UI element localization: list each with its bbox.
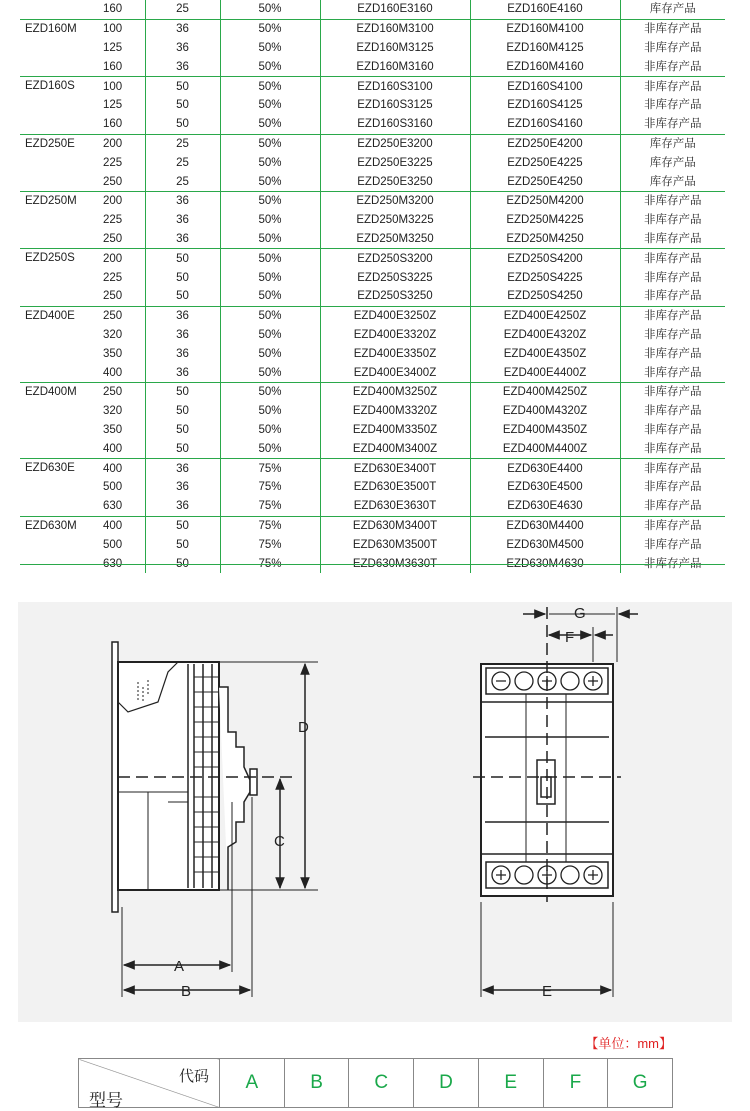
code-4p-cell: EZD400M4350Z: [470, 421, 620, 440]
model-label: EZD250E: [25, 137, 75, 150]
code-4p-cell: EZD160S4125: [470, 96, 620, 115]
stock-status-cell: 非库存产品: [644, 538, 702, 551]
dimension-table-corner: [79, 1059, 220, 1108]
breaking-capacity-cell: 36: [145, 306, 220, 325]
ics-ratio-cell: 50%: [220, 402, 320, 421]
model-cell: [20, 249, 95, 306]
stock-status-cell: 非库存产品: [644, 60, 702, 73]
rated-current-cell: 225: [95, 268, 145, 287]
rated-current-cell: 250: [95, 287, 145, 306]
rated-current-cell: 100: [95, 19, 145, 38]
ics-ratio-cell: 50%: [220, 306, 320, 325]
breaking-capacity-cell: 50: [145, 115, 220, 134]
breaking-capacity-cell: 36: [145, 459, 220, 478]
stock-status-cell: 非库存产品: [620, 306, 725, 325]
breaking-capacity-cell: 25: [145, 172, 220, 191]
breaking-capacity-cell: 50: [145, 402, 220, 421]
rated-current-cell: 400: [95, 516, 145, 535]
stock-status-cell: 非库存产品: [644, 99, 702, 112]
code-3p-cell: EZD400M3350Z: [320, 421, 470, 440]
code-3p-cell: EZD160S3160: [320, 115, 470, 134]
code-4p-cell: EZD250E4225: [470, 153, 620, 172]
stock-status-cell: 库存产品: [649, 156, 696, 169]
table-row: [20, 153, 725, 172]
model-cell: [20, 19, 95, 76]
model-label: EZD630E: [25, 462, 75, 475]
stock-status-cell: 非库存产品: [644, 41, 702, 54]
stock-status-cell: 非库存产品: [644, 423, 702, 436]
rated-current-cell: 125: [95, 39, 145, 58]
rated-current-cell: 160: [95, 0, 145, 19]
table-row: [20, 57, 725, 76]
rated-current-cell: 225: [95, 153, 145, 172]
dimension-table: [78, 1058, 673, 1108]
rated-current-cell: 200: [95, 191, 145, 210]
header-code-label: 代码: [178, 1068, 209, 1085]
stock-status-cell: 库存产品: [620, 134, 725, 153]
col-c: C: [349, 1059, 414, 1108]
breaking-capacity-cell: 36: [145, 39, 220, 58]
rated-current-cell: 225: [95, 211, 145, 230]
table-row: [20, 439, 725, 458]
stock-status-cell: 非库存产品: [644, 442, 702, 455]
stock-status-cell: 非库存产品: [644, 328, 702, 341]
ics-ratio-cell: 50%: [220, 249, 320, 268]
stock-status-cell: 非库存产品: [620, 191, 725, 210]
breaking-capacity-cell: 36: [145, 326, 220, 345]
table-row: [20, 535, 725, 554]
spec-table-container: [20, 0, 725, 573]
ics-ratio-cell: 50%: [220, 326, 320, 345]
code-4p-cell: EZD160S4100: [470, 77, 620, 96]
breaking-capacity-cell: 36: [145, 211, 220, 230]
model-label: EZD160M: [25, 22, 77, 35]
code-3p-cell: EZD400E3320Z: [320, 326, 470, 345]
rated-current-cell: 400: [95, 459, 145, 478]
rated-current-cell: 250: [95, 382, 145, 401]
code-4p-cell: EZD400E4250Z: [470, 306, 620, 325]
stock-status-cell: 非库存产品: [620, 249, 725, 268]
table-row: [20, 459, 725, 478]
model-label: EZD250S: [25, 252, 75, 265]
table-row: [20, 77, 725, 96]
ics-ratio-cell: 75%: [220, 478, 320, 497]
ics-ratio-cell: 50%: [220, 421, 320, 440]
code-3p-cell: EZD160S3100: [320, 77, 470, 96]
table-row: [20, 211, 725, 230]
code-4p-cell: EZD400E4320Z: [470, 326, 620, 345]
breaking-capacity-cell: 50: [145, 535, 220, 554]
model-cell: [20, 382, 95, 458]
ics-ratio-cell: 75%: [220, 516, 320, 535]
stock-status-cell: 非库存产品: [620, 459, 725, 478]
table-row: [20, 326, 725, 345]
model-cell: [20, 134, 95, 191]
code-3p-cell: EZD630E3500T: [320, 478, 470, 497]
rated-current-cell: 125: [95, 96, 145, 115]
code-4p-cell: EZD250S4250: [470, 287, 620, 306]
stock-status-cell: 非库存产品: [620, 77, 725, 96]
stock-status-cell: 非库存产品: [644, 500, 702, 513]
stock-status-cell: 非库存产品: [644, 481, 702, 494]
ics-ratio-cell: 50%: [220, 39, 320, 58]
code-3p-cell: EZD250M3250: [320, 230, 470, 249]
code-3p-cell: EZD250M3225: [320, 211, 470, 230]
rated-current-cell: 500: [95, 478, 145, 497]
ics-ratio-cell: 75%: [220, 459, 320, 478]
dim-label-d: D: [298, 719, 309, 736]
code-3p-cell: EZD630E3630T: [320, 497, 470, 516]
breaking-capacity-cell: 36: [145, 57, 220, 76]
col-f: F: [543, 1059, 608, 1108]
table-row: [20, 363, 725, 382]
code-4p-cell: EZD250E4250: [470, 172, 620, 191]
col-e: E: [478, 1059, 543, 1108]
code-4p-cell: EZD630E4500: [470, 478, 620, 497]
table-row: [20, 249, 725, 268]
breaking-capacity-cell: 36: [145, 497, 220, 516]
code-4p-cell: EZD630M4630: [470, 554, 620, 573]
model-label: EZD630M: [25, 519, 77, 532]
stock-status-cell: 库存产品: [649, 3, 696, 16]
code-3p-cell: EZD400M3250Z: [320, 382, 470, 401]
model-cell: [20, 306, 95, 382]
dim-label-f: F: [565, 629, 575, 646]
model-label: EZD400M: [25, 385, 77, 398]
code-4p-cell: EZD400M4250Z: [470, 382, 620, 401]
rated-current-cell: 400: [95, 439, 145, 458]
breaking-capacity-cell: 50: [145, 96, 220, 115]
breaking-capacity-cell: 25: [145, 153, 220, 172]
code-4p-cell: EZD400E4350Z: [470, 344, 620, 363]
table-row: [20, 0, 725, 19]
ics-ratio-cell: 50%: [220, 191, 320, 210]
ics-ratio-cell: 75%: [220, 554, 320, 573]
code-4p-cell: EZD400E4400Z: [470, 363, 620, 382]
breaking-capacity-cell: 50: [145, 421, 220, 440]
rated-current-cell: 350: [95, 344, 145, 363]
ics-ratio-cell: 50%: [220, 439, 320, 458]
model-label: EZD250M: [25, 194, 77, 207]
code-4p-cell: EZD250S4225: [470, 268, 620, 287]
table-row: [20, 516, 725, 535]
ics-ratio-cell: 50%: [220, 153, 320, 172]
ics-ratio-cell: 50%: [220, 0, 320, 19]
breaking-capacity-cell: 36: [145, 363, 220, 382]
code-4p-cell: EZD160S4160: [470, 115, 620, 134]
table-row: [20, 382, 725, 401]
rated-current-cell: 160: [95, 115, 145, 134]
ics-ratio-cell: 50%: [220, 287, 320, 306]
code-4p-cell: EZD250M4225: [470, 211, 620, 230]
ics-ratio-cell: 50%: [220, 344, 320, 363]
breaking-capacity-cell: 50: [145, 554, 220, 573]
code-3p-cell: EZD250S3225: [320, 268, 470, 287]
breaking-capacity-cell: 50: [145, 249, 220, 268]
breaking-capacity-cell: 50: [145, 516, 220, 535]
table-row: [20, 306, 725, 325]
code-4p-cell: EZD160E4160: [470, 0, 620, 19]
model-cell: [20, 77, 95, 134]
stock-status-cell: 非库存产品: [644, 214, 702, 227]
table-row: [20, 172, 725, 191]
rated-current-cell: 200: [95, 249, 145, 268]
stock-status-cell: 非库存产品: [644, 290, 702, 303]
code-3p-cell: EZD400E3250Z: [320, 306, 470, 325]
breaking-capacity-cell: 50: [145, 268, 220, 287]
ics-ratio-cell: 75%: [220, 535, 320, 554]
breaking-capacity-cell: 25: [145, 134, 220, 153]
dimension-drawing: [18, 602, 732, 1022]
ics-ratio-cell: 50%: [220, 268, 320, 287]
breaking-capacity-cell: 36: [145, 344, 220, 363]
rated-current-cell: 200: [95, 134, 145, 153]
breaking-capacity-cell: 36: [145, 19, 220, 38]
rated-current-cell: 250: [95, 230, 145, 249]
table-row: [20, 287, 725, 306]
code-3p-cell: EZD160M3100: [320, 19, 470, 38]
ics-ratio-cell: 50%: [220, 172, 320, 191]
ics-ratio-cell: 50%: [220, 19, 320, 38]
code-4p-cell: EZD630M4500: [470, 535, 620, 554]
model-cell: [20, 459, 95, 516]
code-4p-cell: EZD160M4125: [470, 39, 620, 58]
ics-ratio-cell: 50%: [220, 115, 320, 134]
table-row: [20, 96, 725, 115]
breaking-capacity-cell: 50: [145, 77, 220, 96]
code-4p-cell: EZD400M4400Z: [470, 439, 620, 458]
code-4p-cell: EZD250S4200: [470, 249, 620, 268]
stock-status-cell: 非库存产品: [644, 405, 702, 418]
dim-label-c: C: [274, 833, 285, 850]
code-4p-cell: EZD630M4400: [470, 516, 620, 535]
code-4p-cell: EZD250E4200: [470, 134, 620, 153]
dim-label-b: B: [181, 983, 192, 1000]
table-row: [20, 268, 725, 287]
rated-current-cell: 100: [95, 77, 145, 96]
breaking-capacity-cell: 36: [145, 191, 220, 210]
code-3p-cell: EZD630M3400T: [320, 516, 470, 535]
rated-current-cell: 160: [95, 57, 145, 76]
header-model-label: 型号: [89, 1091, 123, 1110]
stock-status-cell: 非库存产品: [644, 118, 702, 131]
ics-ratio-cell: 50%: [220, 230, 320, 249]
code-3p-cell: EZD250S3250: [320, 287, 470, 306]
model-label: EZD400E: [25, 309, 75, 322]
code-3p-cell: EZD160M3160: [320, 57, 470, 76]
ics-ratio-cell: 50%: [220, 363, 320, 382]
ics-ratio-cell: 50%: [220, 57, 320, 76]
code-3p-cell: EZD160E3160: [320, 0, 470, 19]
stock-status-cell: 非库存产品: [644, 347, 702, 360]
table-row: [20, 497, 725, 516]
breaking-capacity-cell: 36: [145, 478, 220, 497]
rated-current-cell: 630: [95, 554, 145, 573]
ics-ratio-cell: 50%: [220, 77, 320, 96]
outline-drawing-svg: [18, 602, 732, 1022]
table-row: [20, 19, 725, 38]
dim-label-a: A: [174, 958, 185, 975]
stock-status-cell: 非库存产品: [620, 382, 725, 401]
breaking-capacity-cell: 36: [145, 230, 220, 249]
rated-current-cell: 350: [95, 421, 145, 440]
model-cell: [20, 0, 95, 19]
code-4p-cell: EZD160M4160: [470, 57, 620, 76]
model-cell: [20, 191, 95, 248]
code-3p-cell: EZD400E3350Z: [320, 344, 470, 363]
code-3p-cell: EZD160M3125: [320, 39, 470, 58]
stock-status-cell: 库存产品: [649, 175, 696, 188]
code-3p-cell: EZD400E3400Z: [320, 363, 470, 382]
table-row: [20, 344, 725, 363]
table-row: [20, 402, 725, 421]
code-4p-cell: EZD160M4100: [470, 19, 620, 38]
rated-current-cell: 250: [95, 306, 145, 325]
table-row: [20, 39, 725, 58]
rated-current-cell: 400: [95, 363, 145, 382]
code-3p-cell: EZD160S3125: [320, 96, 470, 115]
code-3p-cell: EZD250E3225: [320, 153, 470, 172]
dim-label-g: G: [574, 605, 586, 622]
table-row: [20, 191, 725, 210]
code-3p-cell: EZD400M3400Z: [320, 439, 470, 458]
ics-ratio-cell: 50%: [220, 382, 320, 401]
code-3p-cell: EZD400M3320Z: [320, 402, 470, 421]
dim-label-e: E: [542, 983, 553, 1000]
rated-current-cell: 500: [95, 535, 145, 554]
table-row: [20, 134, 725, 153]
rated-current-cell: 320: [95, 326, 145, 345]
rated-current-cell: 320: [95, 402, 145, 421]
table-row: [20, 478, 725, 497]
code-4p-cell: EZD400M4320Z: [470, 402, 620, 421]
model-label: EZD160S: [25, 80, 75, 93]
ics-ratio-cell: 50%: [220, 211, 320, 230]
rated-current-cell: 630: [95, 497, 145, 516]
code-4p-cell: EZD250M4200: [470, 191, 620, 210]
code-3p-cell: EZD250S3200: [320, 249, 470, 268]
stock-status-cell: 非库存产品: [644, 557, 702, 570]
breaking-capacity-cell: 25: [145, 0, 220, 19]
ics-ratio-cell: 50%: [220, 134, 320, 153]
stock-status-cell: 非库存产品: [644, 366, 702, 379]
spec-table: [20, 0, 725, 573]
code-4p-cell: EZD630E4400: [470, 459, 620, 478]
table-row: [20, 115, 725, 134]
stock-status-cell: 非库存产品: [620, 516, 725, 535]
unit-note: 【单位：mm】: [585, 1036, 672, 1051]
code-4p-cell: EZD250M4250: [470, 230, 620, 249]
breaking-capacity-cell: 50: [145, 382, 220, 401]
dimension-table-header: [79, 1059, 673, 1108]
spec-table-bottom-rule: [20, 564, 725, 565]
rated-current-cell: 250: [95, 172, 145, 191]
col-a: A: [220, 1059, 285, 1108]
code-3p-cell: EZD250E3200: [320, 134, 470, 153]
table-row: [20, 421, 725, 440]
col-g: G: [608, 1059, 673, 1108]
table-row: [20, 230, 725, 249]
code-3p-cell: EZD630M3500T: [320, 535, 470, 554]
code-3p-cell: EZD250E3250: [320, 172, 470, 191]
ics-ratio-cell: 75%: [220, 497, 320, 516]
code-3p-cell: EZD630M3630T: [320, 554, 470, 573]
breaking-capacity-cell: 50: [145, 287, 220, 306]
code-3p-cell: EZD630E3400T: [320, 459, 470, 478]
stock-status-cell: 非库存产品: [644, 271, 702, 284]
code-3p-cell: EZD250M3200: [320, 191, 470, 210]
code-4p-cell: EZD630E4630: [470, 497, 620, 516]
stock-status-cell: 非库存产品: [620, 19, 725, 38]
stock-status-cell: 非库存产品: [644, 232, 702, 245]
col-d: D: [414, 1059, 479, 1108]
breaking-capacity-cell: 50: [145, 439, 220, 458]
col-b: B: [284, 1059, 349, 1108]
ics-ratio-cell: 50%: [220, 96, 320, 115]
